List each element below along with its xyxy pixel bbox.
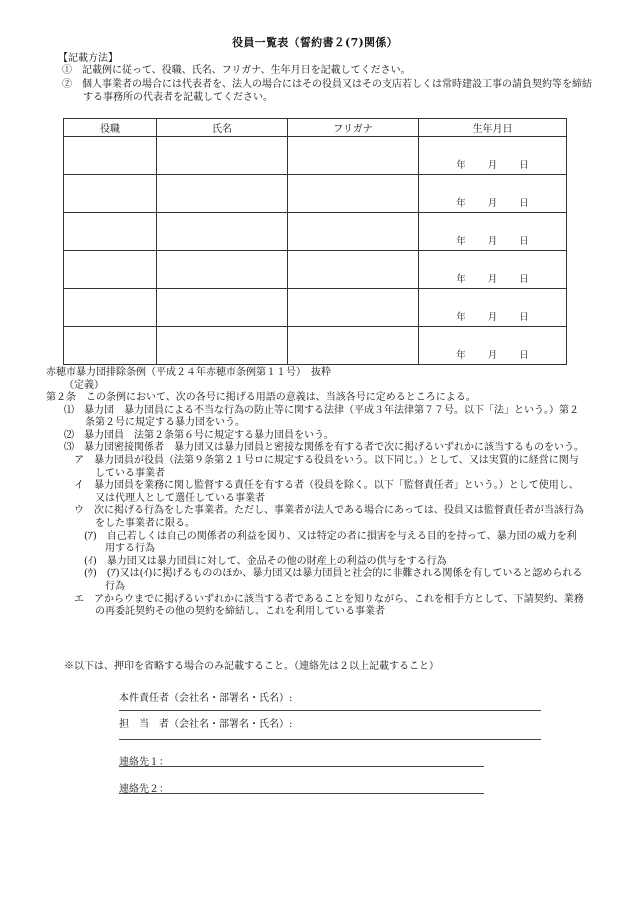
- cell-position[interactable]: [64, 251, 157, 289]
- table-row: [64, 175, 567, 213]
- day-label: 日: [519, 160, 529, 171]
- day-label: 日: [519, 350, 529, 361]
- item-2-boryokudan-member: ⑵ 暴力団員 法第２条第６号に規定する暴力団員をいう。: [64, 429, 334, 441]
- cell-furigana[interactable]: [288, 213, 419, 251]
- day-label: 日: [519, 274, 529, 285]
- instruction-item-2: ② 個人事業者の場合には代表者を、法人の場合にはその役員又はその支店若しくは常時建設工事の請負契約等を締結する事務所の代表者を記載してください。: [62, 79, 592, 103]
- month-label: 月: [487, 160, 498, 171]
- cell-birthdate[interactable]: [419, 251, 567, 289]
- cell-furigana[interactable]: [288, 251, 419, 289]
- month-label: 月: [487, 198, 498, 209]
- header-position: 役職: [64, 119, 157, 137]
- day-label: 日: [519, 236, 529, 247]
- contact-1-label: 連絡先１：: [119, 757, 169, 768]
- year-label: 年: [456, 274, 466, 285]
- instruction-item-1: ① 記載例に従って、役職、氏名、フリガナ、生年月日を記載してください。: [62, 65, 411, 76]
- cell-position[interactable]: [64, 327, 157, 365]
- month-label: 月: [487, 312, 498, 323]
- table-row: [64, 251, 567, 289]
- cell-birthdate[interactable]: [419, 213, 567, 251]
- contact-1-line[interactable]: [119, 766, 484, 767]
- responsible-person-line[interactable]: [119, 710, 541, 711]
- cell-position[interactable]: [64, 213, 157, 251]
- cell-name[interactable]: [157, 175, 288, 213]
- ordinance-title: 赤穂市暴力団排除条例（平成２４年赤穂市条例第１１号） 抜粋: [46, 367, 331, 378]
- year-label: 年: [456, 312, 466, 323]
- person-in-charge-line[interactable]: [119, 739, 541, 740]
- month-label: 月: [487, 350, 498, 361]
- item-3-i: イ 暴力団員を業務に関し監督する責任を有する者（役員を除く。以下「監督責任者」という。）として使用し、又は代理人として選任している事業者: [74, 480, 579, 504]
- cell-name[interactable]: [157, 137, 288, 175]
- cell-furigana[interactable]: [288, 327, 419, 365]
- item-3-u-3: (ｳ) (ｱ)又は(ｲ)に掲げるもののほか、暴力団又は暴力団員と社会的に非難される関係を有していると認められる行為: [84, 568, 583, 592]
- year-label: 年: [456, 236, 466, 247]
- cell-furigana[interactable]: [288, 289, 419, 327]
- item-3-a: ア 暴力団員が役員（法第９条第２１号ロに規定する役員をいう。以下同じ。）として、又は実質的に経営に関与している事業者: [74, 454, 579, 479]
- cell-position[interactable]: [64, 289, 157, 327]
- year-label: 年: [456, 198, 466, 209]
- cell-birthdate[interactable]: [419, 137, 567, 175]
- officer-roster-table: [63, 118, 567, 365]
- cell-name[interactable]: [157, 327, 288, 365]
- item-3-u: ウ 次に掲げる行為をした事業者。ただし、事業者が法人である場合にあっては、役員又は監督責任者が当該行為をした事業者に限る。: [74, 505, 584, 529]
- cell-name[interactable]: [157, 251, 288, 289]
- contact-2-line[interactable]: [119, 793, 484, 794]
- header-birthdate: 生年月日: [419, 119, 567, 137]
- cell-furigana[interactable]: [288, 175, 419, 213]
- year-label: 年: [456, 160, 466, 171]
- responsible-person-label: 本件責任者（会社名・部署名・氏名）:: [119, 693, 293, 704]
- cell-birthdate[interactable]: [419, 175, 567, 213]
- cell-birthdate[interactable]: [419, 327, 567, 365]
- month-label: 月: [487, 274, 498, 285]
- item-3-u-2: (ｲ) 暴力団又は暴力団員に対して、金品その他の財産上の利益の供与をする行為: [84, 555, 447, 567]
- contact-2-label: 連絡先２：: [119, 784, 169, 795]
- cell-furigana[interactable]: [288, 137, 419, 175]
- table-header-row: [64, 119, 567, 137]
- seal-omission-note: ※以下は、押印を省略する場合のみ記載すること。（連絡先は２以上記載すること）: [64, 661, 439, 672]
- instructions-heading: 【記載方法】: [58, 53, 118, 64]
- month-label: 月: [487, 236, 498, 247]
- year-label: 年: [456, 350, 466, 361]
- page-title: 役員一覧表（誓約書２(7)関係）: [232, 36, 398, 49]
- header-name: 氏名: [157, 119, 288, 137]
- header-furigana: フリガナ: [288, 119, 419, 137]
- table-row: [64, 327, 567, 365]
- cell-position[interactable]: [64, 137, 157, 175]
- person-in-charge-label: 担 当 者（会社名・部署名・氏名）:: [119, 719, 293, 730]
- item-3-e: エ アからウまでに掲げるいずれかに該当する者であることを知りながら、これを相手方として、下請契約、業務の再委託契約その他の契約を締結し、これを利用している事業者: [74, 593, 584, 618]
- day-label: 日: [519, 198, 529, 209]
- table-row: [64, 289, 567, 327]
- cell-position[interactable]: [64, 175, 157, 213]
- item-1-boryokudan: ⑴ 暴力団 暴力団員による不当な行為の防止等に関する法律（平成３年法律第７７号。以下「法」という。）第２条第２号に規定する暴力団をいう。: [64, 404, 579, 429]
- item-3-u-1: (ｱ) 自己若しくは自己の関係者の利益を図り、又は特定の者に損害を与える目的を持って、暴力団の威力を利用する行為: [84, 530, 577, 555]
- item-3-close-associate: ⑶ 暴力団密接関係者 暴力団又は暴力団員と密接な関係を有する者で次に掲げるいずれかに該当するものをいう。: [64, 442, 584, 454]
- article-2: 第２条 この条例において、次の各号に掲げる用語の意義は、当該各号に定めるところによる。: [46, 392, 476, 403]
- definitions-heading: （定義）: [64, 380, 104, 391]
- table-row: [64, 137, 567, 175]
- cell-name[interactable]: [157, 213, 288, 251]
- ordinance-body: [46, 392, 586, 619]
- day-label: 日: [519, 312, 529, 323]
- cell-name[interactable]: [157, 289, 288, 327]
- cell-birthdate[interactable]: [419, 289, 567, 327]
- table-row: [64, 213, 567, 251]
